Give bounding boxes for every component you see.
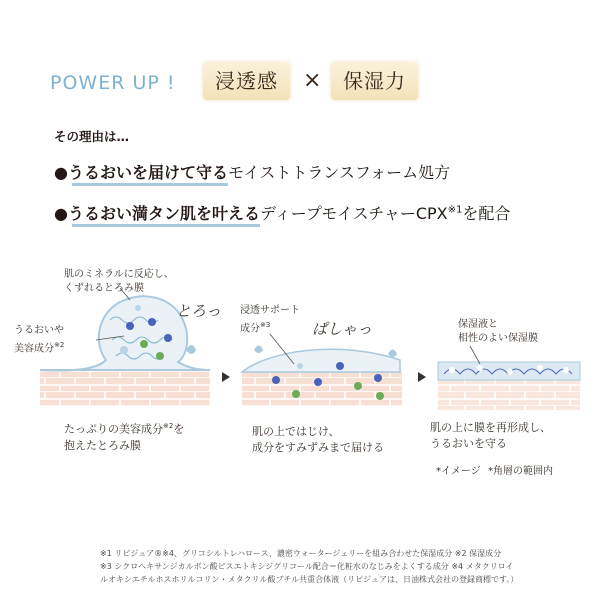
panel-3-graphic [438,346,580,410]
bullet-1-emphasis: ●うるおいを届けて守る [54,163,228,182]
bullet-2-rest: ディープモイスチャーCPX [259,204,448,223]
note-image: *イメージ [436,466,481,477]
panel-2-caption: 肌の上ではじけ、 成分をすみずみまで届ける [252,425,384,454]
note-range: *角層の範囲内 [488,466,553,477]
panel-2-label: 浸透サポート 成分$^{※3}$ [240,305,300,335]
panel-3-label: 保湿液と 相性のよい保湿膜 [458,319,538,344]
bullet-2-sup: ※1 [447,204,463,216]
reason-title: その理由は… [54,129,130,144]
footnote-1: ※1 リピジュア®※4、グリコシルトレハロース、濃密ウォータージェリーを組み合わせた保湿成分 ※2 保湿成分 [100,549,502,558]
bullet-2-tail: を配合 [462,204,511,223]
pill-penetration: 浸透感 [203,62,290,100]
pill-moisture: 保湿力 [331,62,418,100]
panel-3-caption: 肌の上に膜を再形成し、 うるおいを守る [430,421,551,450]
panel-1-label-left: うるおいや 美容成分$^{※2}$ [14,325,65,355]
arrow-2 [418,372,426,382]
bullet-2-emphasis: ●うるおい満タン肌を叶える [54,204,260,223]
panel-2-onomatopoeia: ぱしゃっ [312,320,373,338]
panel-1-label-top: 肌のミネラルに反応し、 くずれるとろみ膜 [64,269,174,294]
footnote-2: ※3 シクロヘキサンジカルボン酸ビスエトキシジグリコール配合＝化粧水のなじみをよくする成分 ※4 メタクリロイ [100,562,514,571]
bullet-1-rest: モイストトランスフォーム処方 [227,163,451,182]
panel-1-onomatopoeia: とろっ [176,302,222,320]
skin-layer-1 [40,370,210,406]
arrow-1 [222,372,230,382]
footnote-3: ルオキシエチルホスホリルコリン・メタクリル酸ブチル共重合体液（リピジュアは、日油株式会社の登録商標です。） [100,575,519,584]
skin-layer-3 [438,380,580,410]
panel-2-graphic [242,334,402,406]
panel-1-caption: たっぷりの美容成分$^{※2}$を 抱えたとろみ膜 [64,422,185,452]
power-up-title: POWER UP ! [50,72,176,94]
times-sign: × [303,68,322,93]
